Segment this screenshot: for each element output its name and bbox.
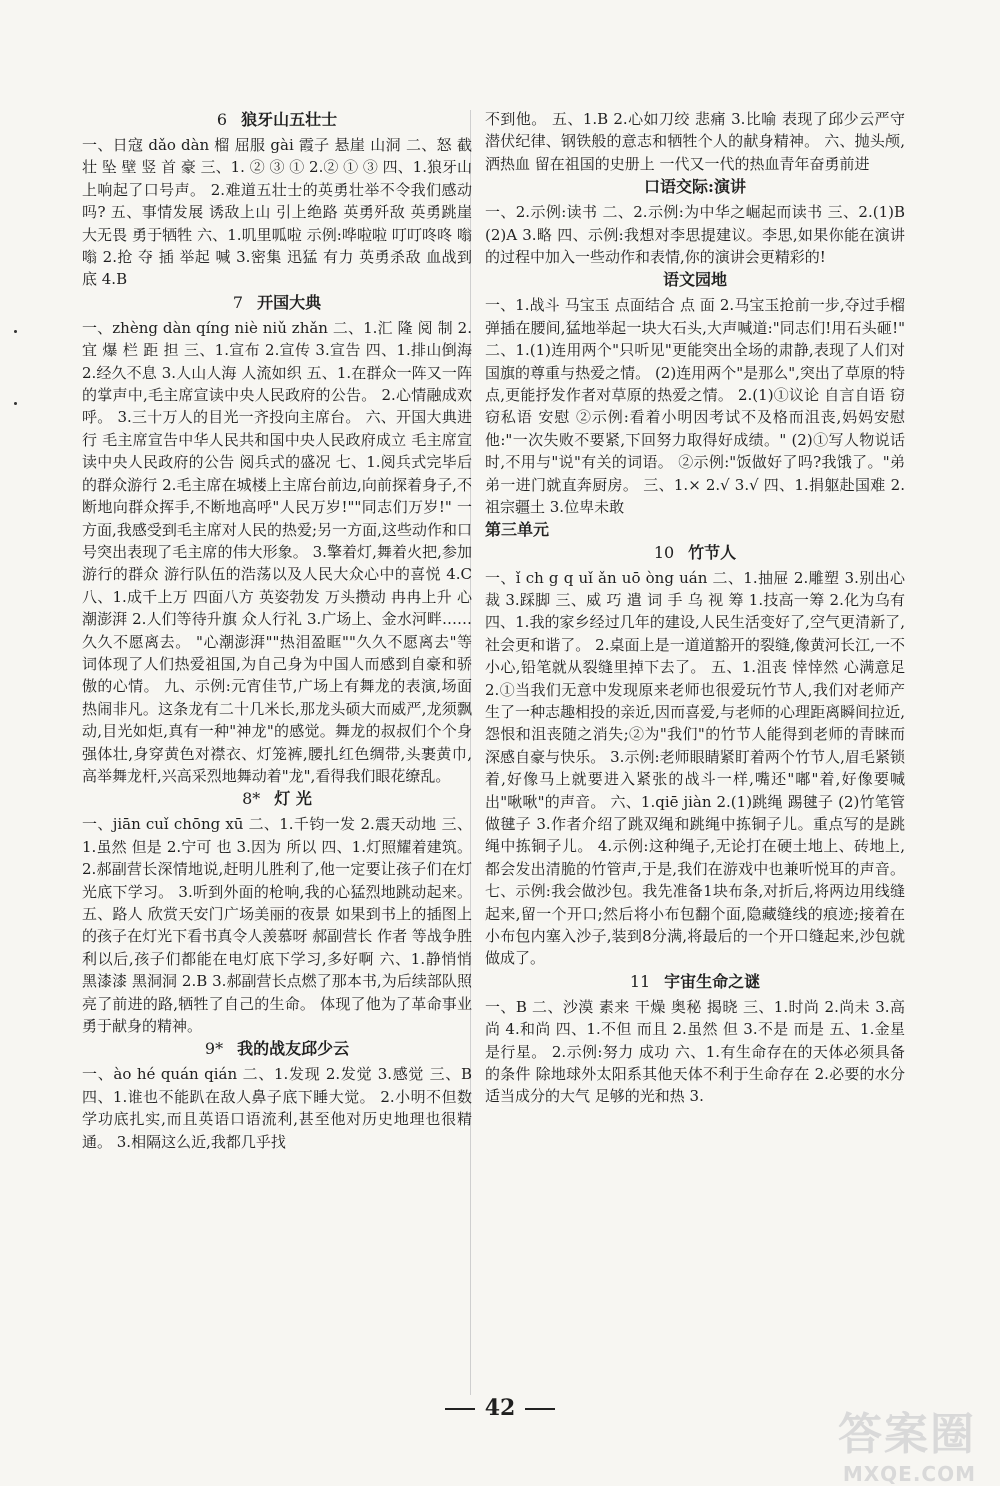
watermark-url: MXQE.COM xyxy=(842,1462,976,1486)
lesson-title xyxy=(485,972,905,992)
lesson-title-text: 宇宙生命之谜 xyxy=(664,971,761,991)
left-column xyxy=(82,108,472,1153)
lesson-title-text: 灯 光 xyxy=(274,789,312,809)
right-column xyxy=(485,108,905,1108)
watermark-logo xyxy=(838,1398,976,1486)
lesson-number: 9* xyxy=(204,1039,224,1059)
lesson-title xyxy=(82,789,472,809)
answer-paragraph: 一、zhèng dàn qíng niè niǔ zhǎn 二、1.汇 隆 阅 制 2.宜 爆 栏 距 担 三、1.宣布 2.宣传 3.宣告 四、1.排山倒海 2.经久不息 3.人山人海 人流如织 五、1.在群众一阵又一阵的掌声中,毛主席宣读中央人民政府的公告。 2.心情融成欢呼。 3.三十万人的目光一齐投向主席台。 六、开国大典进行 毛主席宣告中华人民共和国中央人民政府成立 毛主席宣读中央人民政府的公告 阅兵式的盛况 七、1.阅兵式完毕后的群众游行 2.毛主席在城楼上主席台前边,向前探着身子,不断地向群众挥手,不断地高呼"人民万岁!""同志们万岁!" 一方面,我感受到毛主席对人民的热爱;另一方面,这些动作和口号突出表现了毛主席的伟大形象。 3.擎着灯,舞着火把,参加游行的群众 游行队伍的浩荡以及人民大众心中的喜悦 4.C 八、1.成千上万 四面八方 英姿勃发 万头攒动 冉冉上升 心潮澎湃 2.人们等待升旗 众人行礼 3.广场上、金水河畔……久久不愿离去。 "心潮澎湃""热泪盈眶""久久不愿离去"等词体现了人们热爱祖国,为自己身为中国人而感到自豪和骄傲的心情。 九、示例:元宵佳节,广场上有舞龙的表演,场面热闹非凡。这条龙有二十几米长,那龙头硕大而威严,龙须飘动,目光如炬,真有一种"神龙"的感觉。舞龙的叔叔们个个身强体壮,身穿黄色对襟衣、灯笼裤,腰扎红色绸带,头裹黄巾,高举舞龙杆,兴高采烈地舞动着"龙",看得我们眼花缭乱。 xyxy=(82,318,472,785)
dash-left xyxy=(445,1408,475,1410)
page-number-text: 42 xyxy=(484,1395,516,1421)
scan-mark xyxy=(14,330,17,333)
answer-paragraph: 一、1.战斗 马宝玉 点面结合 点 面 2.马宝玉抢前一步,夺过手榴弹插在腰间,猛地举起一块大石头,大声喊道:"同志们!用石头砸!" 二、1.(1)连用两个"只听见"更能突出全场的肃静,表现了人们对国旗的尊重与热爱之情。 (2)连用两个"是那么",突出了草原的特点,更能抒发作者对草原的热爱之情。 2.(1)①议论 自言自语 窃窃私语 安慰 ②示例:看着小明因考试不及格而沮丧,妈妈安慰他:"一次失败不要紧,下回努力取得好成绩。" (2)①写人物说话时,不用与"说"有关的词语。 ②示例:"饭做好了吗?我饿了。"弟弟一进门就直奔厨房。 三、1.× 2.√ 3.√ 四、1.捐躯赴国难 2.祖宗疆土 3.位卑未敢 xyxy=(485,296,905,517)
lesson-title xyxy=(485,177,905,197)
lesson-title-text: 竹节人 xyxy=(688,542,737,562)
answer-paragraph: 一、B 二、沙漠 素来 干燥 奥秘 揭晓 三、1.时尚 2.尚未 3.高尚 4.和尚 四、1.不但 而且 2.虽然 但 3.不是 而是 五、1.金星是行星。 2.示例:努力 成功 六、1.有生命存在的天体必须具备的条件 除地球外太阳系其他天体不利于生命存在 2.必要的水分 适当成分的大气 足够的光和热 3. xyxy=(485,997,905,1106)
lesson-title xyxy=(82,1039,472,1059)
lesson-number: 6 xyxy=(216,110,228,129)
lesson-title xyxy=(82,293,472,313)
lesson-title xyxy=(82,110,472,130)
lesson-title-text: 狼牙山五壮士 xyxy=(241,110,338,129)
unit-heading: 第三单元 xyxy=(485,519,550,539)
lesson-number: 7 xyxy=(232,292,244,312)
lesson-title-text: 语文园地 xyxy=(662,270,727,290)
lesson-number: 10 xyxy=(653,542,675,562)
dash-right xyxy=(525,1408,555,1410)
answer-paragraph: 一、ǐ ch g q uǐ ǎn uō òng uán 二、1.抽屉 2.雕塑 3.别出心裁 3.踩脚 三、威 巧 遣 词 手 乌 视 筹 1.技高一筹 2.化为乌有 四、1.我的家乡经过几年的建设,人民生活变好了,空气更清新了,社会更和谐了。 2.桌面上是一道道豁开的裂缝,像黄河长江,一不小心,铅笔就从裂缝里掉下去了。 五、1.沮丧 悻悻然 心满意足 2.①当我们无意中发现原来老师也很爱玩竹节人,我们对老师产生了一种志趣相投的亲近,因而喜爱,与老师的心理距离瞬间拉近,怨恨和沮丧随之消失;②为"我们"的竹节人能得到老师的青睐而深感自豪与快乐。 3.示例:老师眼睛紧盯着两个竹节人,眉毛紧锁着,好像马上就要进入紧张的战斗一样,嘴还"嘟"着,好像要喊出"啾啾"的声音。 六、1.qiē jiàn 2.(1)跳绳 踢毽子 (2)竹笔管做毽子 3.作者介绍了跳双绳和跳绳中拣铜子儿。重点写的是跳绳中拣铜子儿。 4.示例:这种绳子,无论打在硬土地上、砖地上,都会发出清脆的竹管声,于是,我们在游戏中也兼听悦耳的声音。 七、示例:我会做沙包。我先准备1块布条,对折后,将两边用线缝起来,留一个开口;然后将小布包翻个面,隐藏缝线的痕迹;接着在小布包内塞入沙子,装到8分满,将最后的一个开口缝起来,沙包就做成了。 xyxy=(485,568,905,968)
answer-paragraph: 一、日寇 dǎo dàn 榴 屈服 gài 霞子 悬崖 山洞 二、怒 截 壮 坠 壁 竖 首 豪 三、1. ② ③ ① 2.② ① ③ 四、1.狼牙山上响起了口号声。 2.难道五壮士的英勇壮举不令我们感动吗? 五、事情发展 诱敌上山 引上绝路 英勇歼敌 英勇跳崖 大无畏 勇于牺牲 六、1.叽里呱啦 示例:哗啦啦 叮叮咚咚 嗡嗡 2.抢 夺 插 举起 喊 3.密集 迅猛 有力 英勇杀敌 血战到底 4.B xyxy=(82,136,472,289)
answer-paragraph: 一、ào hé quán qián 二、1.发现 2.发觉 3.感觉 三、B 四、1.谁也不能趴在敌人鼻子底下睡大觉。 2.小明不但数学功底扎实,而且英语口语流利,甚至他对历史地理也很精通。 3.相隔这么近,我都几乎找 xyxy=(82,1065,472,1151)
lesson-title-text: 我的战友邱少云 xyxy=(237,1039,350,1059)
lesson-title xyxy=(485,543,905,563)
lesson-title-text: 开国大典 xyxy=(257,292,322,312)
scan-mark xyxy=(14,402,17,405)
answer-paragraph: 一、jiān cuǐ chōng xū 二、1.千钧一发 2.震天动地 三、1.虽然 但是 2.宁可 也 3.因为 所以 四、1.灯照耀着建筑。 2.郝副营长深情地说,赶明儿胜利了,他一定要让孩子们在灯光底下学习。 3.听到外面的枪响,我的心猛烈地跳动起来。 五、路人 欣赏天安门广场美丽的夜景 如果到书上的插图上的孩子在灯光下看书真令人羡慕呀 郝副营长 作者 等战争胜利以后,孩子们都能在电灯底下学习,多好啊 六、1.静悄悄 黑漆漆 黑洞洞 2.B 3.郝副营长点燃了那本书,为后续部队照亮了前进的路,牺牲了自己的生命。 体现了他为了革命事业勇于献身的精神。 xyxy=(82,815,472,1036)
watermark-main: 答案圈 xyxy=(838,1409,976,1460)
lesson-number: 8* xyxy=(242,789,261,809)
answer-paragraph: 一、2.示例:读书 二、2.示例:为中华之崛起而读书 三、2.(1)B (2)A 3.略 四、示例:我想对李思提建议。李思,如果你能在演讲的过程中加入一些动作和表情,你的演讲会更精彩的! xyxy=(485,203,905,267)
lesson-title xyxy=(485,270,905,290)
answer-paragraph: 不到他。 五、1.B 2.心如刀绞 悲痛 3.比喻 表现了邱少云严守潜伏纪律、钢铁般的意志和牺牲个人的献身精神。 六、抛头颅,洒热血 留在祖国的史册上 一代又一代的热血青年奋勇前进 xyxy=(485,110,905,173)
lesson-title-text: 口语交际:演讲 xyxy=(644,177,746,197)
lesson-number: 11 xyxy=(629,971,651,991)
